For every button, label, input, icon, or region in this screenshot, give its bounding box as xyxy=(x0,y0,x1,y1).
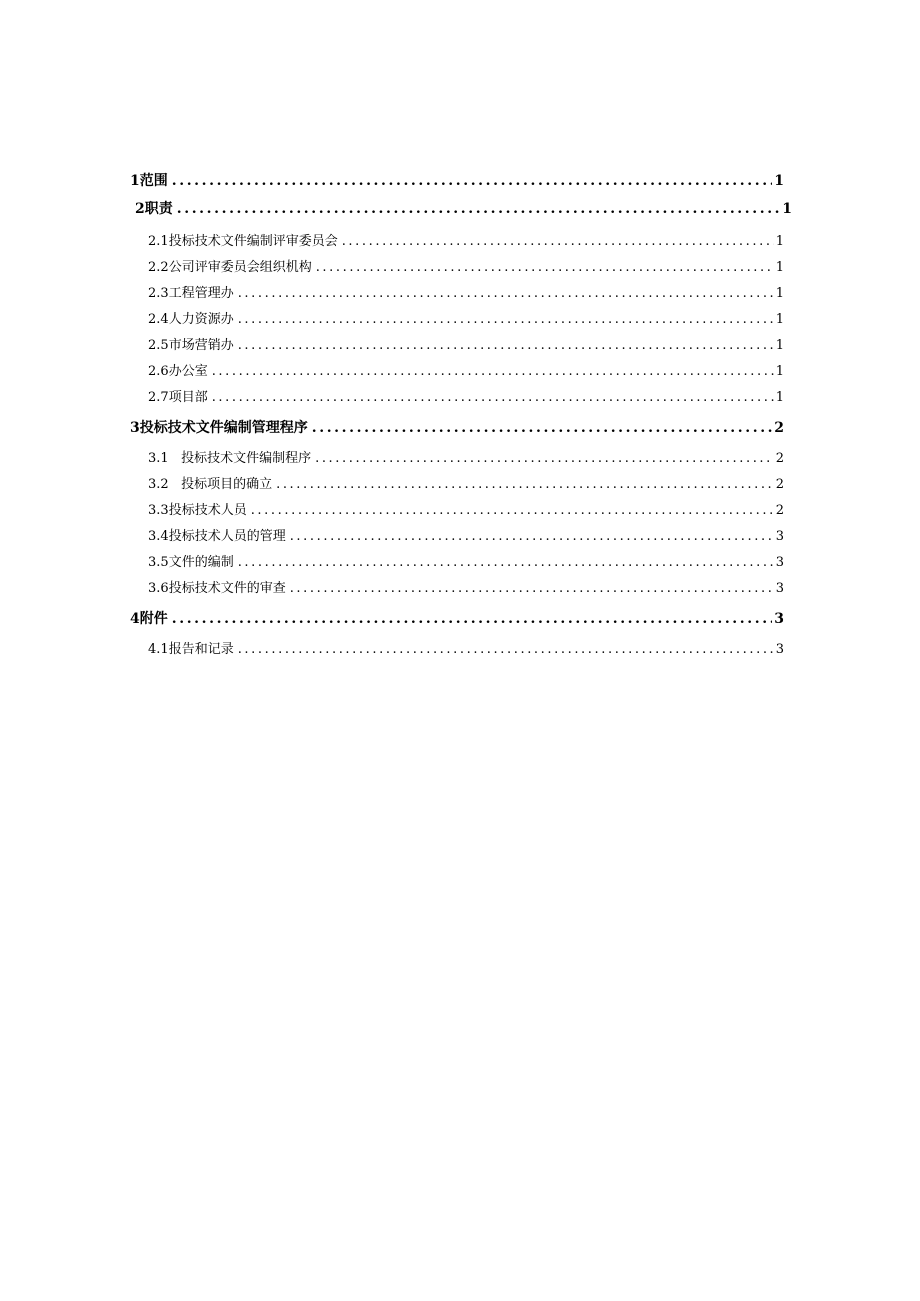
toc-entry-1[interactable] xyxy=(130,170,784,190)
toc-number: 3.3 xyxy=(148,503,169,518)
toc-entry-3-4[interactable] xyxy=(148,525,784,544)
toc-page-number: 2 xyxy=(775,477,784,492)
toc-title: 附件 xyxy=(139,611,168,627)
dot-leader xyxy=(238,555,774,570)
dot-leader xyxy=(342,234,774,249)
toc-number: 2.5 xyxy=(148,338,169,353)
toc-title: 投标技术人员 xyxy=(168,503,247,518)
toc-page-number: 1 xyxy=(782,201,792,217)
toc-number: 2.4 xyxy=(148,312,169,327)
toc-number: 3 xyxy=(130,420,140,436)
toc-number: 2.3 xyxy=(148,286,169,301)
toc-page-number: 3 xyxy=(775,581,784,596)
toc-entry-2-1[interactable] xyxy=(148,230,784,249)
toc-title: 报告和记录 xyxy=(168,642,234,657)
dot-leader xyxy=(276,477,774,492)
toc-title: 范围 xyxy=(139,173,168,189)
toc-title: 公司评审委员会组织机构 xyxy=(168,260,312,275)
toc-title: 职责 xyxy=(144,201,173,217)
toc-page-number: 1 xyxy=(775,312,784,327)
toc-number: 2.7 xyxy=(148,390,169,405)
toc-number: 3.1 xyxy=(148,451,182,466)
dot-leader xyxy=(172,611,773,627)
toc-title: 投标项目的确立 xyxy=(181,477,273,492)
toc-page-number: 3 xyxy=(775,529,784,544)
toc-number: 4.1 xyxy=(148,642,169,657)
dot-leader xyxy=(238,312,774,327)
toc-title: 工程管理办 xyxy=(168,286,234,301)
toc-title: 投标技术文件编制管理程序 xyxy=(139,420,308,436)
toc-title: 项目部 xyxy=(168,390,208,405)
toc-entry-3[interactable] xyxy=(130,417,784,437)
toc-entry-3-6[interactable] xyxy=(148,577,784,596)
toc-page-number: 1 xyxy=(775,364,784,379)
toc-number: 3.5 xyxy=(148,555,169,570)
toc-number: 3.2 xyxy=(148,477,182,492)
dot-leader xyxy=(212,390,774,405)
toc-entry-3-1[interactable] xyxy=(148,447,784,466)
toc-entry-3-5[interactable] xyxy=(148,551,784,570)
toc-entry-3-3[interactable] xyxy=(148,499,784,518)
toc-title: 投标技术人员的管理 xyxy=(168,529,286,544)
toc-number: 2.2 xyxy=(148,260,169,275)
toc-number: 2.1 xyxy=(148,234,169,249)
dot-leader xyxy=(290,529,774,544)
dot-leader xyxy=(312,420,773,436)
dot-leader xyxy=(238,338,774,353)
toc-number: 2.6 xyxy=(148,364,169,379)
toc-page-number: 1 xyxy=(775,286,784,301)
toc-title: 办公室 xyxy=(168,364,208,379)
toc-page-number: 2 xyxy=(774,420,784,436)
toc-page-number: 2 xyxy=(775,451,784,466)
toc-entry-2-2[interactable] xyxy=(148,256,784,275)
toc-number: 1 xyxy=(130,173,140,189)
toc-title: 人力资源办 xyxy=(168,312,234,327)
toc-page-number: 1 xyxy=(775,260,784,275)
toc-entry-4-1[interactable] xyxy=(148,638,784,657)
toc-page-number: 3 xyxy=(775,555,784,570)
dot-leader xyxy=(251,503,774,518)
dot-leader xyxy=(316,260,774,275)
toc-entry-2-6[interactable] xyxy=(148,360,784,379)
toc-entry-4[interactable] xyxy=(130,608,784,628)
toc-number: 3.6 xyxy=(148,581,169,596)
toc-entry-2-3[interactable] xyxy=(148,282,784,301)
dot-leader xyxy=(177,201,781,217)
toc-entry-3-2[interactable] xyxy=(148,473,784,492)
toc-page-number: 3 xyxy=(775,642,784,657)
toc-entry-2-4[interactable] xyxy=(148,308,784,327)
toc-entry-2-5[interactable] xyxy=(148,334,784,353)
dot-leader xyxy=(315,451,774,466)
dot-leader xyxy=(172,173,773,189)
toc-title: 投标技术文件的审查 xyxy=(168,581,286,596)
toc-title: 投标技术文件编制程序 xyxy=(181,451,312,466)
toc-title: 文件的编制 xyxy=(168,555,234,570)
toc-title: 投标技术文件编制评审委员会 xyxy=(168,234,338,249)
dot-leader xyxy=(212,364,774,379)
toc-entry-2-7[interactable] xyxy=(148,386,784,405)
toc-entry-2[interactable] xyxy=(135,198,792,218)
toc-page-number: 1 xyxy=(775,338,784,353)
toc-page-number: 1 xyxy=(774,173,784,189)
toc-page-number: 3 xyxy=(774,611,784,627)
toc-number: 3.4 xyxy=(148,529,169,544)
dot-leader xyxy=(290,581,774,596)
toc-number: 4 xyxy=(130,611,140,627)
toc-number: 2 xyxy=(135,201,145,217)
toc-title: 市场营销办 xyxy=(168,338,234,353)
dot-leader xyxy=(238,642,774,657)
toc-page-number: 2 xyxy=(775,503,784,518)
toc-page-number: 1 xyxy=(775,390,784,405)
dot-leader xyxy=(238,286,774,301)
toc-page-number: 1 xyxy=(775,234,784,249)
